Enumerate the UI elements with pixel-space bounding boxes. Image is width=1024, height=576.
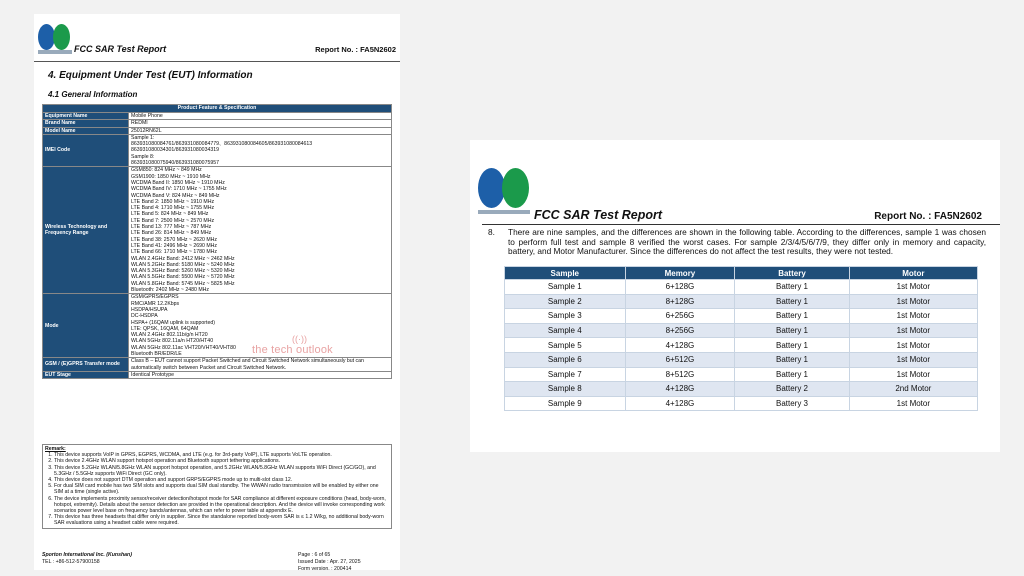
remark-item: 4. This device does not support DTM operation and support GRPS/EGPRS mode up to multi-slot class 12.: [54, 477, 389, 483]
remark-item: 2. This device 2.4GHz WLAN support hotspot operation and Bluetooth support tethering applications.: [54, 458, 389, 464]
spec-value: REDMI: [129, 120, 392, 127]
table-cell: 1st Motor: [849, 396, 977, 411]
table-row: [505, 382, 978, 397]
report-number: Report No. : FA5N2602: [874, 211, 982, 222]
column-header: Sample: [505, 267, 626, 280]
watermark-text: the tech outlook: [252, 344, 333, 356]
table-cell: 4+128G: [625, 396, 735, 411]
table-cell: 6+256G: [625, 309, 735, 324]
sporton-logo-icon: [38, 24, 72, 54]
table-cell: Sample 1: [505, 280, 626, 295]
spec-value: Mobile Phone: [129, 113, 392, 120]
report-title: FCC SAR Test Report: [534, 208, 663, 222]
spec-value: Sample 1: 863931080084761/863931080084779、863931080084605/863931080084613 863931080034301/863931080034319 Sample 8: 863931080075940/863931080075957: [129, 134, 392, 166]
remarks-box: [42, 444, 392, 529]
footer-page: Page : 6 of 65: [298, 552, 331, 558]
samples-table: [504, 266, 978, 411]
spec-value: Identical Prototype: [129, 371, 392, 378]
table-row: [505, 294, 978, 309]
column-header: Memory: [625, 267, 735, 280]
item-number: 8.: [488, 227, 495, 237]
table-cell: 1st Motor: [849, 323, 977, 338]
footer-form: Form version. : 200414: [298, 566, 352, 572]
table-cell: 8+512G: [625, 367, 735, 382]
remark-title: Remark:: [45, 446, 66, 452]
table-cell: Battery 1: [735, 323, 849, 338]
table-cell: Battery 2: [735, 382, 849, 397]
spec-label: Equipment Name: [43, 113, 129, 120]
footer-tel: TEL : +86-512-57900158: [42, 559, 100, 565]
footer-company: Sporton International Inc. (Kunshan): [42, 552, 132, 558]
spec-value: GSM850: 824 MHz ~ 849 MHz GSM1900: 1850 MHz ~ 1910 MHz WCDMA Band II: 1850 MHz ~ 1910 MHz WCDMA Band IV: 1710 MHz ~ 1755 MHz WCDMA Band V: 824 MHz ~ 849 MHz LTE Band 2: 1850 MHz ~ 1910 MHz LTE Band 4: 1710 MHz ~ 1755 MHz LTE Band 5: 824 MHz ~ 849 MHz LTE Band 7: 2500 MHz ~ 2570 MHz LTE Band 13: 777 MHz ~ 787 MHz LTE Band 26: 814 MHz ~ 849 MHz LTE Band 38: 2570 MHz ~ 2620 MHz LTE Band 41: 2496 MHz ~ 2690 MHz LTE Band 66: 1710 MHz ~ 1780 MHz WLAN 2.4GHz Band: 2412 MHz ~ 2462 MHz WLAN 5.2GHz Band: 5180 MHz ~ 5240 MHz WLAN 5.3GHz Band: 5260 MHz ~ 5320 MHz WLAN 5.5GHz Band: 5500 MHz ~ 5720 MHz WLAN 5.8GHz Band: 5745 MHz ~ 5825 MHz Bluetooth: 2402 MHz ~ 2480 MHz: [129, 167, 392, 294]
section-title: 4. Equipment Under Test (EUT) Information: [48, 70, 253, 81]
table-row: [505, 280, 978, 295]
table-cell: Sample 2: [505, 294, 626, 309]
spec-label: Brand Name: [43, 120, 129, 127]
report-page-right: [470, 140, 1000, 452]
spec-table: [42, 104, 392, 379]
table-row: [505, 323, 978, 338]
spec-label: Wireless Technology and Frequency Range: [43, 167, 129, 294]
remark-list: [45, 452, 389, 526]
spec-row: [43, 127, 392, 134]
report-number: Report No. : FA5N2602: [315, 45, 396, 54]
spec-value: GSM/GPRS/EGPRS RMC/AMR 12.2Kbps HSDPA/HSUPA DC-HSDPA HSPA+ (16QAM uplink is supported) LTE: QPSK, 16QAM, 64QAM WLAN 2.4GHz 802.11b/g/n HT20 WLAN 5GHz 802.11a/n HT20/HT40 WLAN 5GHz 802.11ac VHT20/VHT40/VHT80 Bluetooth BR/EDR/LE: [129, 294, 392, 358]
spec-row: [43, 120, 392, 127]
table-cell: 2nd Motor: [849, 382, 977, 397]
spec-row: [43, 358, 392, 372]
spec-label: IMEI Code: [43, 134, 129, 166]
table-cell: 1st Motor: [849, 338, 977, 353]
table-row: [505, 338, 978, 353]
table-cell: 4+128G: [625, 338, 735, 353]
table-cell: 1st Motor: [849, 294, 977, 309]
paragraph-text: There are nine samples, and the differences are shown in the following table. According to the differences, sample 1 was chosen to perform full test and sample 8 verified the worst cases. For sample 2/3/4/5/6/7/9, they differ only in memory and capacity, battery, and Motor Manufacturer. Since the differences do not affect the test results, they were not tested.: [508, 227, 986, 257]
table-cell: Sample 5: [505, 338, 626, 353]
samples-paragraph: [488, 228, 986, 257]
remark-item: 6. The device implements proximity sensor/receiver detection/hotspot mode for SAR compliance at different exposure conditions (head, body-worn, hotspot, extremity). Details about the sensor detection are provided in the operational description. And the device will invoke corresponding work scenarios power level base on frequency bands/antennas, which can refer to power table at appendix E.: [54, 496, 389, 515]
table-cell: Sample 3: [505, 309, 626, 324]
table-cell: Battery 3: [735, 396, 849, 411]
table-cell: 4+128G: [625, 382, 735, 397]
sporton-logo-icon: [478, 168, 530, 216]
table-cell: 1st Motor: [849, 352, 977, 367]
spec-value: 25012RN62L: [129, 127, 392, 134]
footer-left: [42, 552, 132, 566]
report-title: FCC SAR Test Report: [74, 44, 167, 54]
spec-value: Class B – EUT cannot support Packet Switched and Circuit Switched Network simultaneously but can automatically switch between Packet and Circuit Switched Network.: [129, 358, 392, 372]
spec-label: GSM / (E)GPRS Transfer mode: [43, 358, 129, 372]
table-cell: 1st Motor: [849, 367, 977, 382]
column-header: Battery: [735, 267, 849, 280]
remark-item: 3. This device 5.2GHz WLAN/5.8GHz WLAN support hotspot operation, and 5.2GHz WLAN/5.8GHz WLAN supports WiFi Direct (GC/GO), and 5.3GHz / 5.5GHz supports WiFi Direct (GC only).: [54, 465, 389, 477]
spec-row: [43, 167, 392, 294]
table-cell: 6+128G: [625, 280, 735, 295]
table-cell: Battery 1: [735, 294, 849, 309]
table-cell: Sample 4: [505, 323, 626, 338]
spec-row: [43, 294, 392, 358]
table-cell: Sample 9: [505, 396, 626, 411]
footer-right: [298, 552, 361, 573]
column-header: Motor: [849, 267, 977, 280]
subsection-title: 4.1 General Information: [48, 90, 138, 99]
report-page-left: [34, 14, 400, 570]
table-row: [505, 396, 978, 411]
table-cell: Sample 6: [505, 352, 626, 367]
spec-label: EUT Stage: [43, 371, 129, 378]
table-cell: Battery 1: [735, 367, 849, 382]
spec-table-header: Product Feature & Specification: [43, 105, 392, 113]
table-cell: Battery 1: [735, 309, 849, 324]
spec-row: [43, 113, 392, 120]
table-row: [505, 309, 978, 324]
table-row: [505, 367, 978, 382]
table-cell: 1st Motor: [849, 309, 977, 324]
table-cell: 6+512G: [625, 352, 735, 367]
remark-item: 1. This device supports VoIP in GPRS, EGPRS, WCDMA, and LTE (e.g. for 3rd-party VoIP), LTE supports VoLTE operation.: [54, 452, 389, 458]
table-cell: 8+128G: [625, 294, 735, 309]
table-cell: 1st Motor: [849, 280, 977, 295]
remark-item: 7. This device has three headsets that differ only in supplier. Since the standalone reported body-worn SAR is ≤ 1.2 W/kg, no additional body-worn SAR evaluations using a headset cable were required.: [54, 514, 389, 526]
footer-issued: Issued Date : Apr. 27, 2025: [298, 559, 361, 565]
spec-label: Model Name: [43, 127, 129, 134]
table-cell: Battery 1: [735, 352, 849, 367]
wifi-watermark-icon: ((·)): [292, 334, 307, 344]
header-divider: [482, 224, 1000, 225]
table-cell: Sample 8: [505, 382, 626, 397]
remark-item: 5. For dual SIM card mobile has two SIM slots and supports dual SIM dual standby. The WWAN radio transmission will be enabled by either one SIM at a time (single active).: [54, 483, 389, 495]
page-header: [34, 22, 400, 62]
spec-label: Mode: [43, 294, 129, 358]
table-row: [505, 352, 978, 367]
table-cell: Battery 1: [735, 338, 849, 353]
table-cell: 8+256G: [625, 323, 735, 338]
spec-row: [43, 134, 392, 166]
table-cell: Sample 7: [505, 367, 626, 382]
table-cell: Battery 1: [735, 280, 849, 295]
spec-row: [43, 371, 392, 378]
